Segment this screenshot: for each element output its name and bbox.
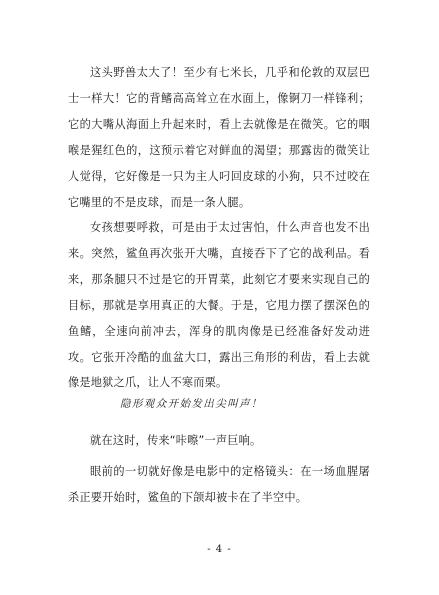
paragraph-freeze-frame: 眼前的一切就好像是电影中的定格镜头：在一场血腥屠杀正要开始时，鲨鱼的下颌却被卡在了半空中。 <box>68 465 370 504</box>
callout-audience-scream: 隐形观众开始发出尖叫声！ <box>120 398 263 410</box>
paragraph-shark-description: 这头野兽太大了！至少有七米长，几乎和伦敦的双层巴士一样大！它的背鳍高高耸立在水面上，像锕刀一样锋利；它的大嘴从海面上升起来时，看上去就像是在微笑。它的咽喉是猩红色的，这预示着它对鲜血的渴望；那露齿的微笑让人觉得，它好像是一只为主人叼回皮球的小狗，只不过咬在它嘴里的不是皮球，而是一条人腿。 <box>68 66 370 209</box>
page-number: - 4 - <box>207 544 232 555</box>
paragraph-loud-crack: 就在这时，传来“咔嚓”一声巨响。 <box>90 434 262 447</box>
paragraph-girl-cannot-scream: 女孩想要呼救，可是由于太过害怕，什么声音也发不出来。突然，鲨鱼再次张开大嘴，直接吞下了它的战利品。看来，那条腿只不过是它的开胃菜，此刻它才要来实现自己的目标，那就是享用真正的大餐。于是，它甩力摆了摆深色的鱼鳍，全速向前冲去，浑身的肌肉像是已经准备好发动进攻。它张开冷酷的血盆大口，露出三角形的利齿，看上去就像是地狱之爪，让人不寒而栗。 <box>68 221 370 390</box>
